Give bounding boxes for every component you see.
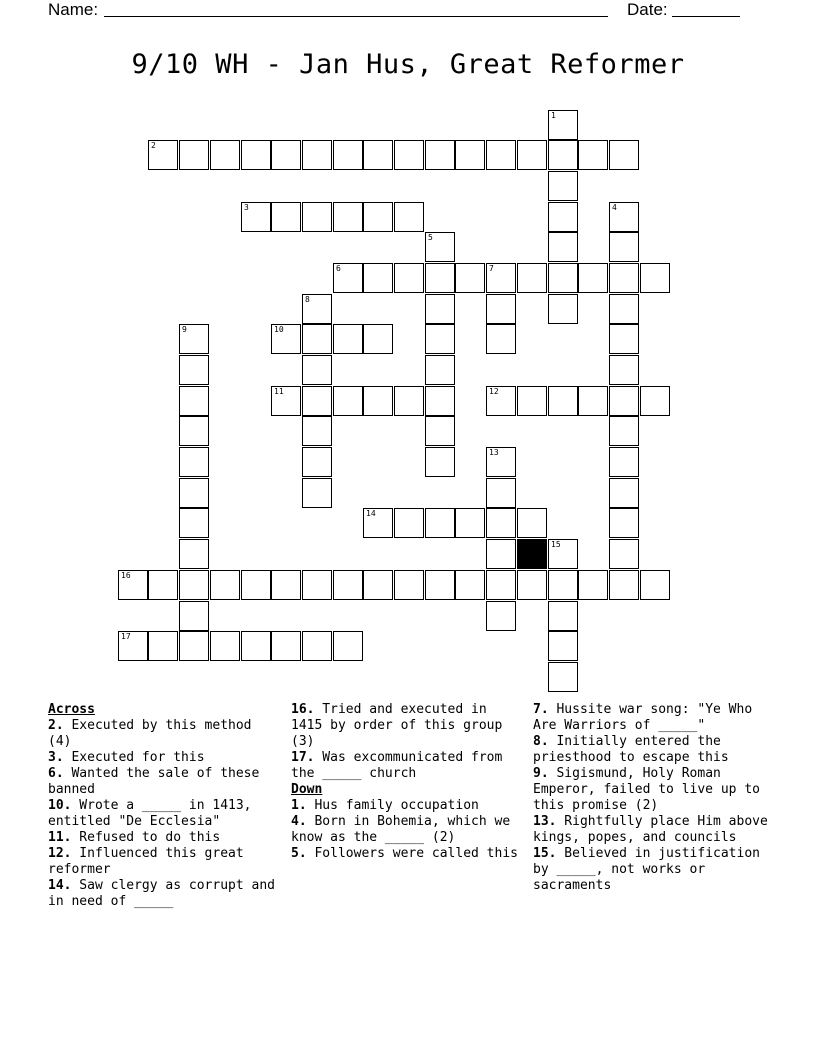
clue-text: Saw clergy as corrupt and in need of _____ (48, 878, 275, 909)
clue-text: Influenced this great reformer (48, 846, 244, 877)
grid-cell[interactable] (548, 631, 578, 661)
grid-cell[interactable] (333, 570, 363, 600)
clue-number: 11. (48, 830, 72, 845)
grid-cell-10[interactable] (271, 324, 301, 354)
grid-cell[interactable] (548, 232, 578, 262)
grid-cell[interactable] (455, 140, 485, 170)
grid-cell-14[interactable] (363, 508, 393, 538)
grid-cell[interactable] (548, 171, 578, 201)
clue-text: Followers were called this (306, 846, 518, 861)
grid-cell-12[interactable] (486, 386, 516, 416)
clue-number: 2 (151, 141, 156, 150)
grid-cell[interactable] (578, 140, 608, 170)
clue-number: 5. (291, 846, 307, 861)
clue-text: Born in Bohemia, which we know as the _____ (2) (291, 814, 511, 845)
clue-number: 1 (551, 111, 556, 120)
grid-cell[interactable] (609, 447, 639, 477)
grid-cell[interactable] (241, 570, 271, 600)
down-clue (533, 734, 769, 766)
clue-number: 15. (533, 846, 557, 861)
across-clue (48, 766, 278, 798)
grid-cell[interactable] (333, 140, 363, 170)
grid-cell[interactable] (179, 478, 209, 508)
grid-cell[interactable] (609, 478, 639, 508)
grid-cell-13[interactable] (486, 447, 516, 477)
clue-number: 10. (48, 798, 72, 813)
grid-cell[interactable] (302, 324, 332, 354)
grid-cell[interactable] (179, 508, 209, 538)
grid-cell[interactable] (363, 386, 393, 416)
clue-number: 6 (336, 264, 341, 273)
across-clue (48, 846, 278, 878)
clue-column-1 (48, 702, 278, 910)
grid-cell[interactable] (179, 601, 209, 631)
grid-cell[interactable] (148, 631, 178, 661)
grid-cell[interactable] (609, 355, 639, 385)
grid-cell[interactable] (271, 202, 301, 232)
across-clue (291, 750, 523, 782)
grid-cell[interactable] (333, 324, 363, 354)
down-clue (533, 846, 769, 894)
clue-number: 12 (489, 387, 499, 396)
across-clue (48, 878, 278, 910)
grid-cell[interactable] (455, 508, 485, 538)
across-clues-a (48, 718, 278, 910)
clue-number: 13 (489, 448, 499, 457)
grid-cell-1[interactable] (548, 110, 578, 140)
grid-cell[interactable] (609, 416, 639, 446)
grid-cell[interactable] (455, 570, 485, 600)
down-clue (291, 846, 523, 862)
grid-cell-7[interactable] (486, 263, 516, 293)
down-clue (533, 702, 769, 734)
grid-cell[interactable] (179, 570, 209, 600)
grid-cell[interactable] (517, 140, 547, 170)
grid-cell-4[interactable] (609, 202, 639, 232)
grid-cell[interactable] (486, 140, 516, 170)
clue-number: 11 (274, 387, 284, 396)
grid-cell[interactable] (333, 386, 363, 416)
clue-text: Initially entered the priesthood to escape this (533, 734, 729, 765)
grid-cell[interactable] (455, 263, 485, 293)
grid-cell[interactable] (394, 386, 424, 416)
clue-text: Hussite war song: "Ye Who Are Warriors of _____" (533, 702, 753, 733)
grid-cell[interactable] (578, 570, 608, 600)
grid-cell[interactable] (548, 202, 578, 232)
clue-text: Wanted the sale of these banned (48, 766, 260, 797)
clue-number: 4. (291, 814, 307, 829)
grid-cell[interactable] (609, 539, 639, 569)
clue-text: Sigismund, Holy Roman Emperor, failed to live up to this promise (2) (533, 766, 760, 813)
grid-cell[interactable] (210, 631, 240, 661)
grid-cell[interactable] (609, 294, 639, 324)
grid-cell[interactable] (486, 539, 516, 569)
grid-cell[interactable] (302, 386, 332, 416)
grid-cell[interactable] (210, 570, 240, 600)
grid-cell[interactable] (609, 140, 639, 170)
grid-cell[interactable] (425, 416, 455, 446)
grid-cell[interactable] (609, 232, 639, 262)
grid-cell-3[interactable] (241, 202, 271, 232)
across-clue (48, 718, 278, 750)
clue-text: Executed by this method (4) (48, 718, 252, 749)
clue-number: 14. (48, 878, 72, 893)
grid-cell[interactable] (363, 570, 393, 600)
down-clue (533, 814, 769, 846)
clue-number: 15 (551, 540, 561, 549)
grid-cell[interactable] (363, 263, 393, 293)
grid-cell[interactable] (179, 355, 209, 385)
down-clue (291, 814, 523, 846)
clue-number: 4 (612, 203, 617, 212)
clue-number: 10 (274, 325, 284, 334)
clue-number: 17 (121, 632, 131, 641)
grid-cell[interactable] (640, 263, 670, 293)
across-clue (48, 750, 278, 766)
grid-cell[interactable] (578, 263, 608, 293)
grid-cell[interactable] (333, 631, 363, 661)
clue-number: 14 (366, 509, 376, 518)
grid-cell[interactable] (548, 263, 578, 293)
grid-cell[interactable] (394, 202, 424, 232)
grid-cell[interactable] (394, 140, 424, 170)
grid-cell[interactable] (548, 601, 578, 631)
down-heading: Down (291, 782, 323, 797)
clue-number: 7 (489, 264, 494, 273)
grid-cell[interactable] (425, 140, 455, 170)
grid-cell[interactable] (548, 294, 578, 324)
clue-number: 13. (533, 814, 557, 829)
grid-cell[interactable] (179, 416, 209, 446)
grid-cell[interactable] (640, 386, 670, 416)
clue-number: 17. (291, 750, 315, 765)
grid-cell[interactable] (394, 570, 424, 600)
down-clues-a (291, 798, 523, 862)
grid-cell-11[interactable] (271, 386, 301, 416)
puzzle-title: 9/10 WH - Jan Hus, Great Reformer (131, 49, 685, 80)
grid-cell[interactable] (425, 263, 455, 293)
grid-cell[interactable] (425, 355, 455, 385)
clue-column-2 (291, 702, 523, 862)
down-clue (291, 798, 523, 814)
clue-number: 6. (48, 766, 64, 781)
date-label: Date: (627, 0, 668, 19)
across-clue (291, 702, 523, 750)
grid-cell[interactable] (271, 140, 301, 170)
grid-cell[interactable] (302, 447, 332, 477)
clue-text: Executed for this (63, 750, 205, 765)
grid-cell[interactable] (578, 386, 608, 416)
grid-cell[interactable] (517, 263, 547, 293)
clue-text: Was excommunicated from the _____ church (291, 750, 503, 781)
clue-number: 7. (533, 702, 549, 717)
grid-cell[interactable] (517, 570, 547, 600)
grid-cell-5[interactable] (425, 232, 455, 262)
across-clues-b (291, 702, 523, 782)
grid-cell[interactable] (609, 324, 639, 354)
across-heading: Across (48, 702, 95, 717)
clue-number: 3. (48, 750, 64, 765)
clue-text: Tried and executed in 1415 by order of this group (3) (291, 702, 503, 749)
grid-cell[interactable] (302, 355, 332, 385)
grid-cell[interactable] (609, 263, 639, 293)
clue-number: 9 (182, 325, 187, 334)
grid-cell[interactable] (425, 324, 455, 354)
grid-cell[interactable] (486, 294, 516, 324)
grid-cell[interactable] (548, 140, 578, 170)
grid-cell[interactable] (241, 631, 271, 661)
clue-number: 1. (291, 798, 307, 813)
grid-cell[interactable] (179, 631, 209, 661)
clue-number: 3 (244, 203, 249, 212)
grid-cell[interactable] (486, 508, 516, 538)
grid-cell[interactable] (302, 631, 332, 661)
grid-cell[interactable] (609, 508, 639, 538)
grid-cell[interactable] (363, 202, 393, 232)
clue-number: 16. (291, 702, 315, 717)
grid-cell[interactable] (517, 508, 547, 538)
across-clue (48, 798, 278, 830)
grid-cell-8[interactable] (302, 294, 332, 324)
grid-cell[interactable] (640, 570, 670, 600)
grid-cell[interactable] (302, 478, 332, 508)
grid-cell[interactable] (486, 478, 516, 508)
grid-cell[interactable] (302, 416, 332, 446)
down-clue (533, 766, 769, 814)
grid-cell[interactable] (486, 601, 516, 631)
grid-cell[interactable] (271, 631, 301, 661)
clue-column-3 (533, 702, 769, 894)
clue-number: 8. (533, 734, 549, 749)
grid-cell[interactable] (363, 140, 393, 170)
name-label: Name: (48, 0, 99, 19)
grid-cell[interactable] (179, 539, 209, 569)
grid-cell[interactable] (179, 140, 209, 170)
grid-cell[interactable] (486, 324, 516, 354)
clue-text: Refused to do this (71, 830, 221, 845)
clue-number: 16 (121, 571, 131, 580)
grid-cell[interactable] (548, 386, 578, 416)
clue-text: Hus family occupation (306, 798, 479, 813)
grid-cell[interactable] (425, 447, 455, 477)
clue-number: 8 (305, 295, 310, 304)
grid-cell[interactable] (548, 570, 578, 600)
grid-cell[interactable] (302, 202, 332, 232)
grid-cell[interactable] (302, 570, 332, 600)
grid-cell[interactable] (179, 447, 209, 477)
clue-number: 9. (533, 766, 549, 781)
grid-cell[interactable] (425, 294, 455, 324)
grid-cell[interactable] (179, 386, 209, 416)
grid-cell[interactable] (333, 202, 363, 232)
grid-cell[interactable] (394, 263, 424, 293)
grid-cell[interactable] (609, 570, 639, 600)
grid-cell-6[interactable] (333, 263, 363, 293)
clue-text: Rightfully place Him above kings, popes, and councils (533, 814, 768, 845)
clue-number: 5 (428, 233, 433, 242)
grid-cell[interactable] (425, 508, 455, 538)
grid-cell[interactable] (271, 570, 301, 600)
grid-cell[interactable] (394, 508, 424, 538)
clue-text: Believed in justification by _____, not works or sacraments (533, 846, 760, 893)
grid-cell[interactable] (548, 662, 578, 692)
grid-cell-2[interactable] (148, 140, 178, 170)
grid-cell[interactable] (210, 140, 240, 170)
across-clue (48, 830, 278, 846)
clue-number: 2. (48, 718, 64, 733)
grid-cell[interactable] (486, 570, 516, 600)
grid-cell[interactable] (148, 570, 178, 600)
grid-cell[interactable] (425, 570, 455, 600)
grid-cell[interactable] (363, 324, 393, 354)
grid-cell-17[interactable] (118, 631, 148, 661)
black-square (517, 539, 547, 569)
grid-cell-15[interactable] (548, 539, 578, 569)
grid-cell-16[interactable] (118, 570, 148, 600)
grid-cell[interactable] (517, 386, 547, 416)
down-clues-b (533, 702, 769, 894)
clue-text: Wrote a _____ in 1413, entitled "De Ecclesia" (48, 798, 252, 829)
grid-cell[interactable] (425, 386, 455, 416)
grid-cell[interactable] (302, 140, 332, 170)
grid-cell[interactable] (609, 386, 639, 416)
grid-cell[interactable] (241, 140, 271, 170)
grid-cell-9[interactable] (179, 324, 209, 354)
clue-number: 12. (48, 846, 72, 861)
